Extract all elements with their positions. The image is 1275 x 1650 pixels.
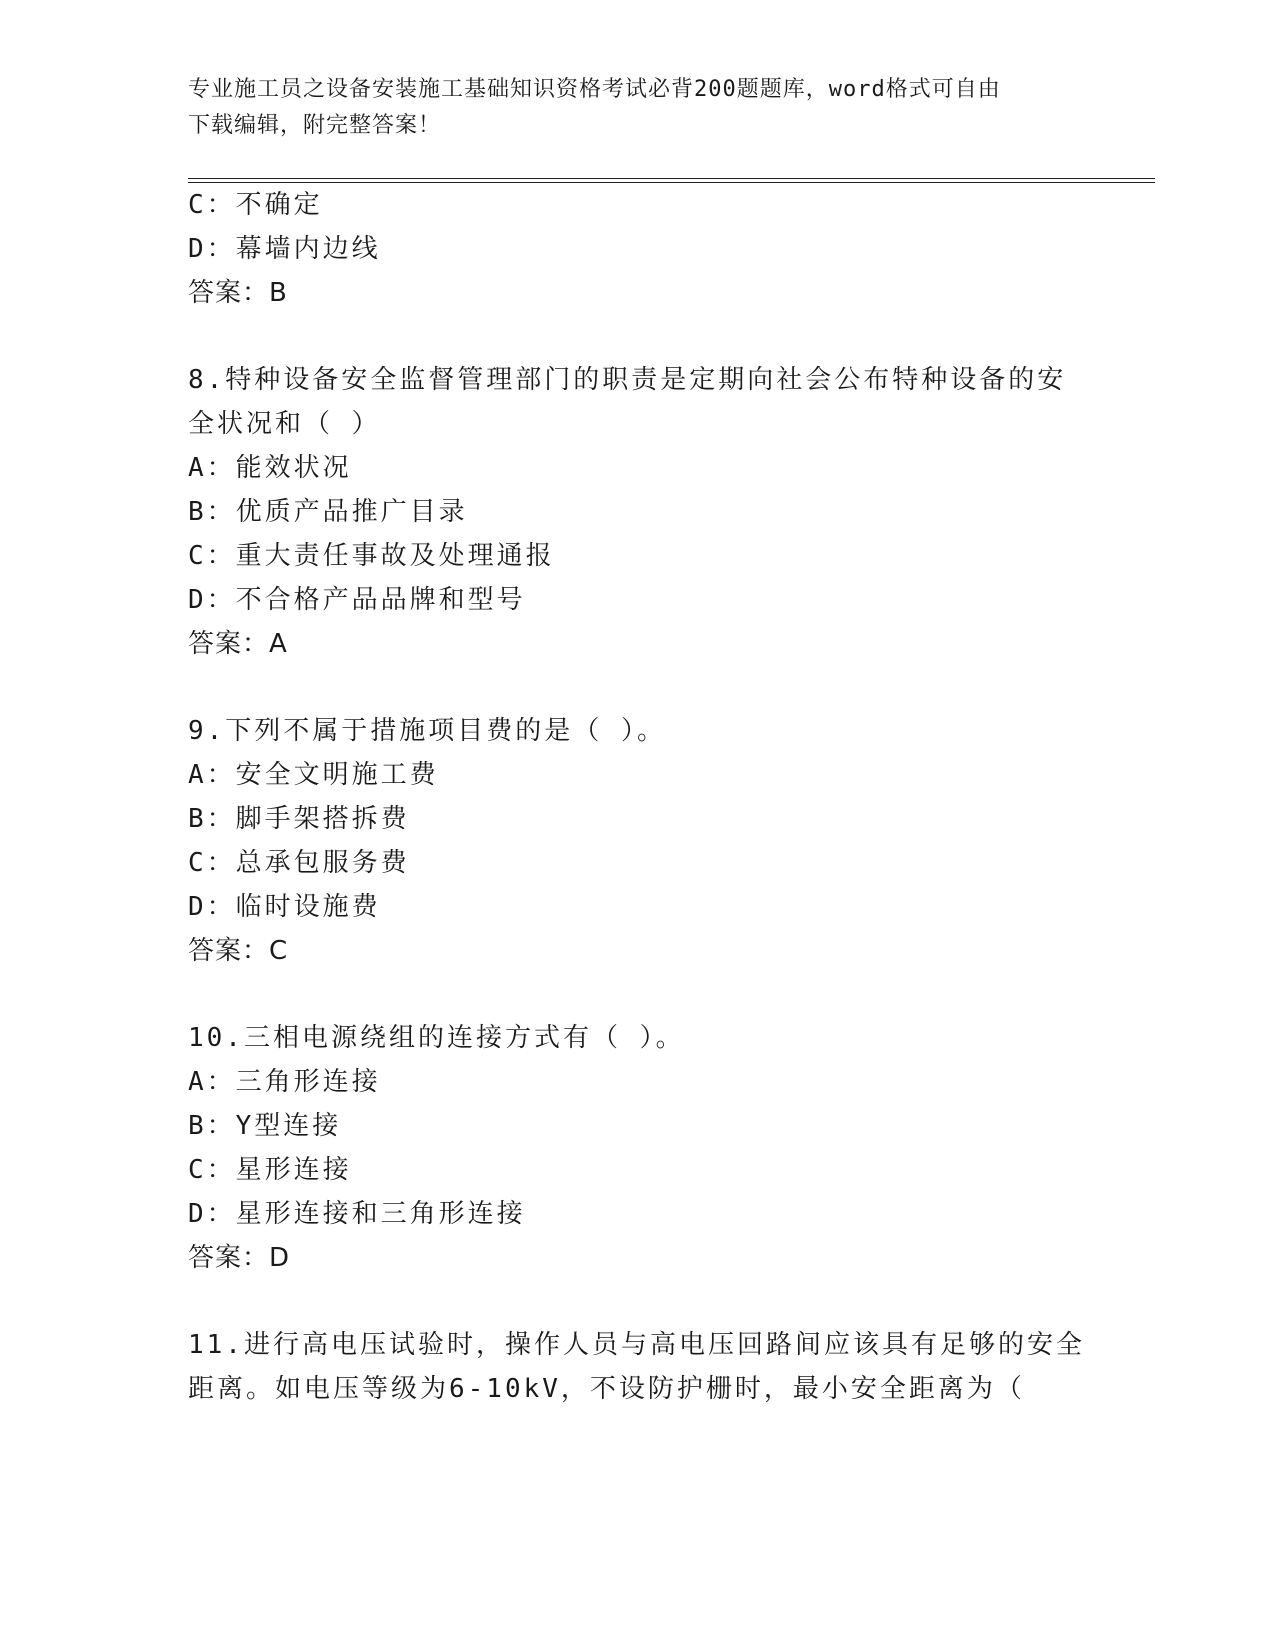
q8-answer: 答案：A — [188, 629, 288, 659]
q10-stem: 10.三相电源绕组的连接方式有（ ）。 — [188, 1023, 685, 1053]
q9-option-d: D：临时设施费 — [188, 892, 381, 922]
q10-answer: 答案：D — [188, 1243, 291, 1273]
q7-option-d: D：幕墙内边线 — [188, 234, 381, 264]
header-line-2: 下载编辑，附完整答案！ — [188, 113, 442, 138]
q10-option-a: A：三角形连接 — [188, 1067, 381, 1097]
q10-option-b: B：Y型连接 — [188, 1111, 342, 1141]
q11-stem-line-1: 11.进行高电压试验时，操作人员与高电压回路间应该具有足够的安全 — [188, 1330, 1085, 1360]
q8-option-b: B：优质产品推广目录 — [188, 497, 468, 527]
q11-stem-line-2: 距离。如电压等级为6-10kV，不设防护栅时，最小安全距离为（ — [188, 1374, 1025, 1404]
header-line-1: 专业施工员之设备安装施工基础知识资格考试必背200题题库，word格式可自由 — [188, 77, 1001, 102]
header-divider — [188, 178, 1155, 183]
q7-option-c: C：不确定 — [188, 190, 323, 220]
q8-option-a: A：能效状况 — [188, 453, 352, 483]
q9-answer: 答案：C — [188, 936, 289, 966]
q8-option-c: C：重大责任事故及处理通报 — [188, 541, 555, 571]
q8-option-d: D：不合格产品品牌和型号 — [188, 585, 526, 615]
document-header — [188, 72, 1088, 144]
q10-option-c: C：星形连接 — [188, 1155, 352, 1185]
q9-option-c: C：总承包服务费 — [188, 848, 410, 878]
q9-option-a: A：安全文明施工费 — [188, 760, 439, 790]
q8-stem-line-2: 全状况和（ ） — [188, 409, 381, 439]
q7-answer: 答案：B — [188, 278, 288, 308]
q9-option-b: B：脚手架搭拆费 — [188, 804, 410, 834]
q10-option-d: D：星形连接和三角形连接 — [188, 1199, 526, 1229]
q8-stem-line-1: 8.特种设备安全监督管理部门的职责是定期向社会公布特种设备的安 — [188, 365, 1067, 395]
q9-stem: 9.下列不属于措施项目费的是（ ）。 — [188, 716, 666, 746]
